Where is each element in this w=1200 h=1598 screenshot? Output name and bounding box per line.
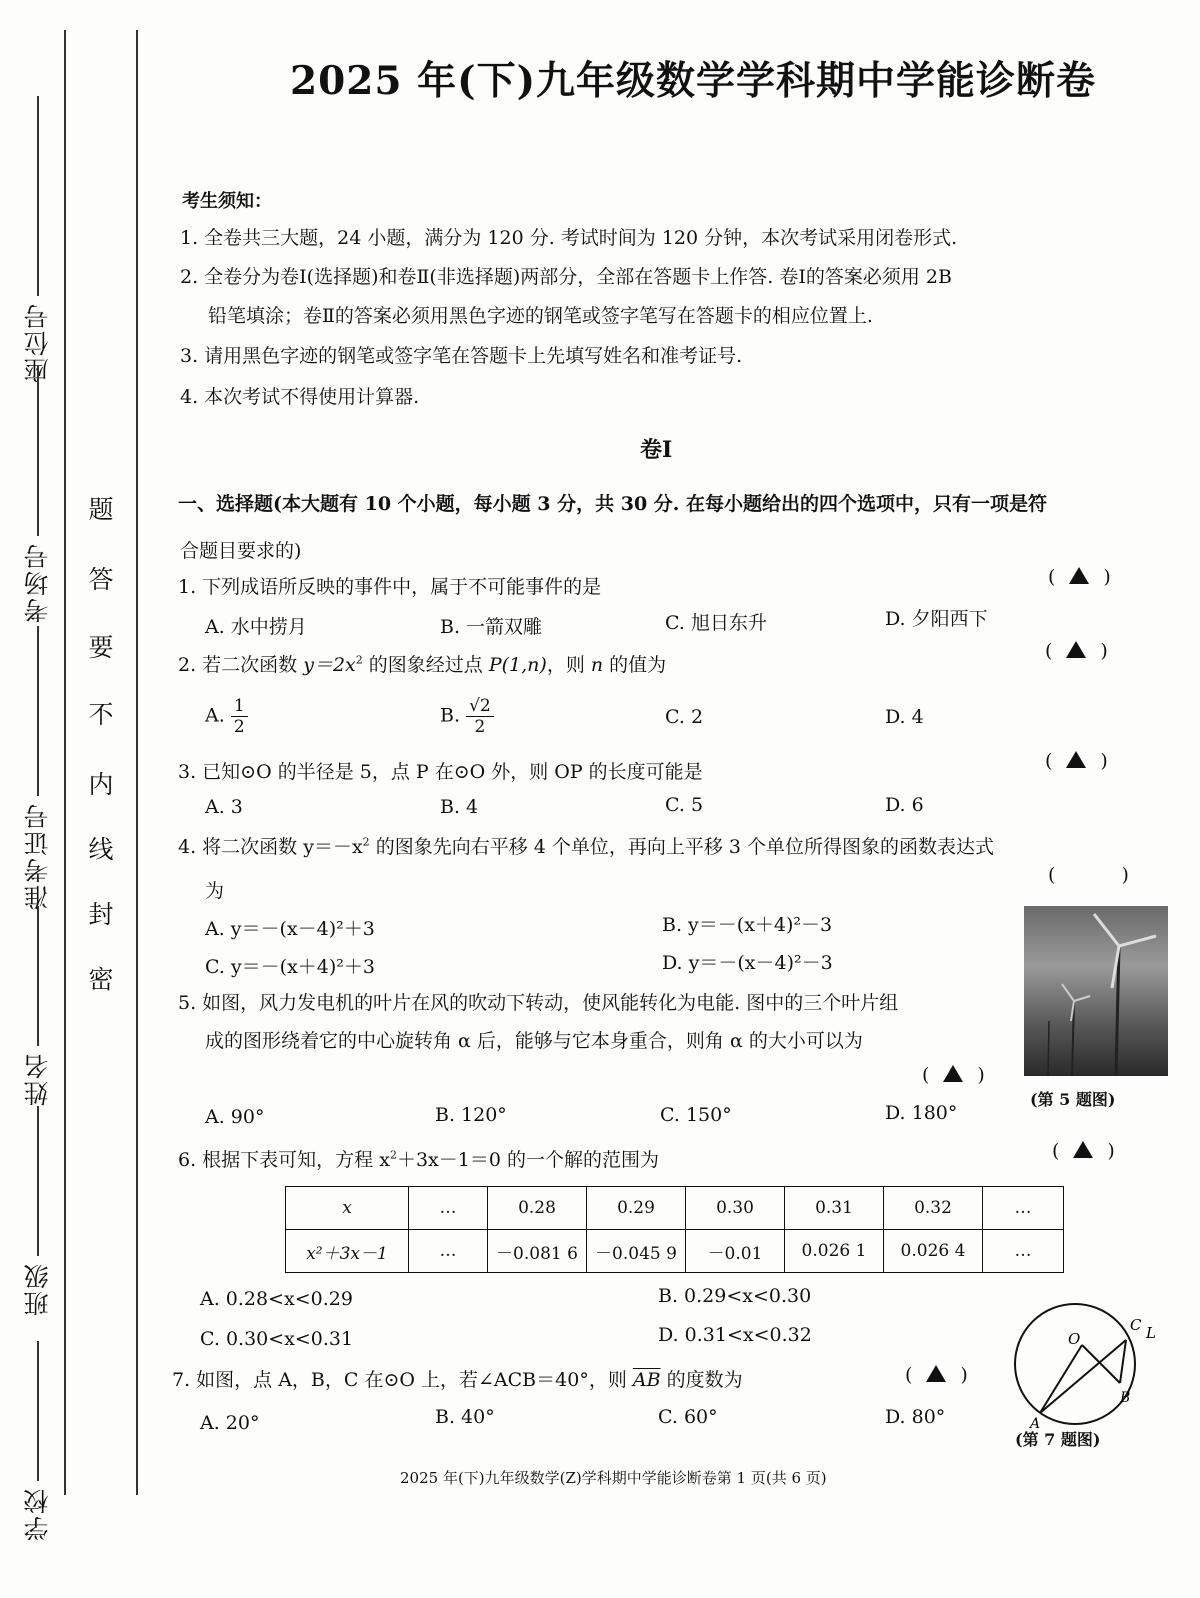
q3-option-b: B. 4	[440, 796, 479, 818]
seal-char: 内	[88, 770, 114, 799]
table-cell: 0.31	[785, 1187, 884, 1230]
notice-item: 3. 请用黑色字迹的钢笔或签字笔在答题卡上先填写姓名和准考证号.	[180, 345, 743, 367]
name-field[interactable]	[20, 900, 56, 1106]
notice-item: 1. 全卷共三大题，24 小题，满分为 120 分. 考试时间为 120 分钟，本次考试采用闭卷形式.	[180, 227, 958, 249]
table-row	[286, 1230, 1064, 1273]
part-one-heading-cont: 合题目要求的)	[180, 540, 302, 562]
q7-option-a: A. 20°	[200, 1412, 260, 1434]
q6-option-d: D. 0.31<x<0.32	[658, 1324, 812, 1346]
table-row	[286, 1187, 1064, 1230]
seal-char: 答	[88, 565, 114, 594]
class-field[interactable]	[20, 1100, 56, 1316]
fraction: $\frac{√2}{2}$	[466, 696, 494, 737]
value-table	[285, 1186, 1064, 1273]
page-footer: 2025 年(下)九年级数学(Z)学科期中学能诊断卷第 1 页(共 6 页)	[400, 1469, 827, 1487]
triangle-icon	[926, 1365, 946, 1382]
q4-answer-blank[interactable]: ( )	[1048, 864, 1129, 886]
triangle-icon	[1073, 1141, 1093, 1158]
fraction: $\frac{1}{2}$	[231, 696, 248, 737]
table-cell: 0.28	[488, 1187, 587, 1230]
table-cell: …	[983, 1230, 1064, 1273]
table-cell: －0.01	[686, 1230, 785, 1273]
table-cell: 0.026 4	[884, 1230, 983, 1273]
binding-line-left	[64, 30, 66, 1495]
q1-option-b: B. 一箭双雕	[440, 616, 543, 638]
q5-stem: 5. 如图，风力发电机的叶片在风的吹动下转动，使风能转化为电能. 图中的三个叶片组	[178, 992, 899, 1014]
q4-option-a: A. y＝－(x－4)²＋3	[205, 918, 375, 940]
segment-ao	[1040, 1345, 1082, 1413]
q3-option-c: C. 5	[665, 794, 704, 816]
q1-option-c: C. 旭日东升	[665, 612, 767, 634]
table-cell: …	[409, 1187, 488, 1230]
q3-answer-blank[interactable]: ( )	[1045, 750, 1108, 772]
circle-diagram	[1000, 1300, 1160, 1430]
q2-answer-blank[interactable]: ( )	[1045, 640, 1108, 662]
arc-ab: $\overline{AB}$	[632, 1369, 661, 1391]
notice-heading: 考生须知：	[182, 191, 272, 212]
admission-number-field[interactable]	[20, 620, 56, 910]
section-title: 卷Ⅰ	[640, 437, 673, 463]
q4-option-b: B. y＝－(x＋4)²－3	[662, 914, 833, 936]
q5-answer-blank[interactable]: ( )	[922, 1064, 985, 1086]
q5-option-d: D. 180°	[885, 1102, 958, 1124]
table-cell: 0.30	[686, 1187, 785, 1230]
seat-number-field[interactable]	[20, 90, 56, 383]
q2-option-d: D. 4	[885, 706, 924, 728]
seal-char: 线	[88, 835, 114, 864]
school-field[interactable]	[20, 1335, 56, 1541]
admission-number-label: 准考证号	[23, 802, 52, 910]
table-cell: －0.045 9	[587, 1230, 686, 1273]
q5-option-b: B. 120°	[435, 1104, 507, 1126]
q1-option-d: D. 夕阳西下	[885, 608, 988, 630]
seal-char: 封	[88, 900, 114, 929]
q5-option-c: C. 150°	[660, 1104, 732, 1126]
triangle-icon	[1066, 751, 1086, 768]
q6-answer-blank[interactable]: ( )	[1052, 1140, 1115, 1162]
table-cell: …	[983, 1187, 1064, 1230]
triangle-icon	[1066, 641, 1086, 658]
q4-stem: 4. 将二次函数 $y=-x^2$ 的图象先向右平移 4 个单位，再向上平移 3 个单位所得图象的函数表达式	[178, 835, 995, 858]
q6-option-b: B. 0.29<x<0.30	[658, 1285, 812, 1307]
q4-option-c: C. y＝－(x＋4)²＋3	[205, 956, 376, 978]
binding-line-right	[136, 30, 138, 1495]
notice-item: 铅笔填涂；卷Ⅱ的答案必须用黑色字迹的钢笔或签字笔写在答题卡的相应位置上.	[208, 305, 873, 327]
q3-stem: 3. 已知⊙O 的半径是 5，点 P 在⊙O 外，则 OP 的长度可能是	[178, 761, 703, 783]
segment-cb	[1120, 1340, 1126, 1383]
point-label: A	[1030, 1416, 1041, 1430]
circle-o	[1015, 1304, 1135, 1424]
q6-stem: 6. 根据下表可知，方程 $x^2+3x-1=0$ 的一个解的范围为	[178, 1148, 659, 1171]
q3-option-a: A. 3	[205, 796, 243, 818]
q4-stem-cont: 为	[205, 880, 225, 902]
notice-item: 4. 本次考试不得使用计算器.	[180, 386, 420, 408]
q7-stem: 7. 如图，点 A，B，C 在⊙O 上，若∠ACB＝40°，则 $\overline{AB}$ 的度数为	[172, 1369, 743, 1391]
q1-answer-blank[interactable]: ( )	[1048, 566, 1111, 588]
part-one-heading: 一、选择题(本大题有 10 个小题，每小题 3 分，共 30 分. 在每小题给出的四个选项中，只有一项是符	[178, 493, 1048, 515]
triangle-icon	[1069, 567, 1089, 584]
q2-option-c: C. 2	[665, 706, 704, 728]
point-label: L	[1146, 1324, 1156, 1342]
q2-option-a: A. $\frac{1}{2}$	[205, 696, 248, 737]
notice-item: 2. 全卷分为卷Ⅰ(选择题)和卷Ⅱ(非选择题)两部分，全部在答题卡上作答. 卷Ⅰ的答案必须用 2B	[180, 266, 952, 288]
seal-char: 要	[88, 633, 114, 662]
q7-figure-caption: (第 7 题图)	[1015, 1430, 1101, 1449]
point-label: B	[1120, 1390, 1131, 1406]
table-header-cell: x²＋3x－1	[286, 1230, 409, 1273]
q2-option-b: B. $\frac{√2}{2}$	[440, 696, 494, 737]
q5-figure-caption: (第 5 题图)	[1030, 1090, 1116, 1109]
q5-stem-cont: 成的图形绕着它的中心旋转角 α 后，能够与它本身重合，则角 α 的大小可以为	[205, 1030, 863, 1052]
table-header-cell: x	[286, 1187, 409, 1230]
q7-option-b: B. 40°	[435, 1406, 495, 1428]
q7-answer-blank[interactable]: ( )	[905, 1364, 968, 1386]
wind-turbine-photo	[1024, 906, 1168, 1076]
seal-char: 密	[88, 965, 114, 994]
q2-stem: 2. 若二次函数 $y=2x^2$ 的图象经过点 P(1,n)，则 n 的值为	[178, 653, 667, 676]
q7-option-c: C. 60°	[658, 1406, 718, 1428]
table-cell: 0.29	[587, 1187, 686, 1230]
q6-option-a: A. 0.28<x<0.29	[200, 1288, 353, 1310]
point-label: C	[1130, 1316, 1142, 1334]
class-label: 班级	[23, 1262, 52, 1316]
wind-turbine-icon	[1024, 906, 1168, 1076]
q7-option-d: D. 80°	[885, 1406, 946, 1428]
table-cell: 0.32	[884, 1187, 983, 1230]
exam-title: 2025 年(下)九年级数学学科期中学能诊断卷	[290, 58, 1097, 104]
q1-stem: 1. 下列成语所反映的事件中，属于不可能事件的是	[178, 576, 602, 598]
exam-room-field[interactable]	[20, 360, 56, 623]
q1-option-a: A. 水中捞月	[205, 616, 307, 638]
school-label: 学校	[23, 1487, 52, 1541]
table-cell: 0.026 1	[785, 1230, 884, 1273]
seal-char: 题	[88, 495, 114, 524]
point-label: O	[1068, 1330, 1081, 1348]
triangle-icon	[943, 1065, 963, 1082]
q4-option-d: D. y＝－(x－4)²－3	[662, 952, 833, 974]
q6-option-c: C. 0.30<x<0.31	[200, 1328, 354, 1350]
q5-option-a: A. 90°	[205, 1106, 265, 1128]
q3-option-d: D. 6	[885, 794, 924, 816]
seal-char: 不	[88, 700, 114, 729]
exam-room-label: 考场号	[23, 542, 52, 623]
name-label: 姓名	[23, 1052, 52, 1106]
seat-number-label: 座位号	[23, 302, 52, 383]
table-cell: －0.081 6	[488, 1230, 587, 1273]
table-cell: …	[409, 1230, 488, 1273]
